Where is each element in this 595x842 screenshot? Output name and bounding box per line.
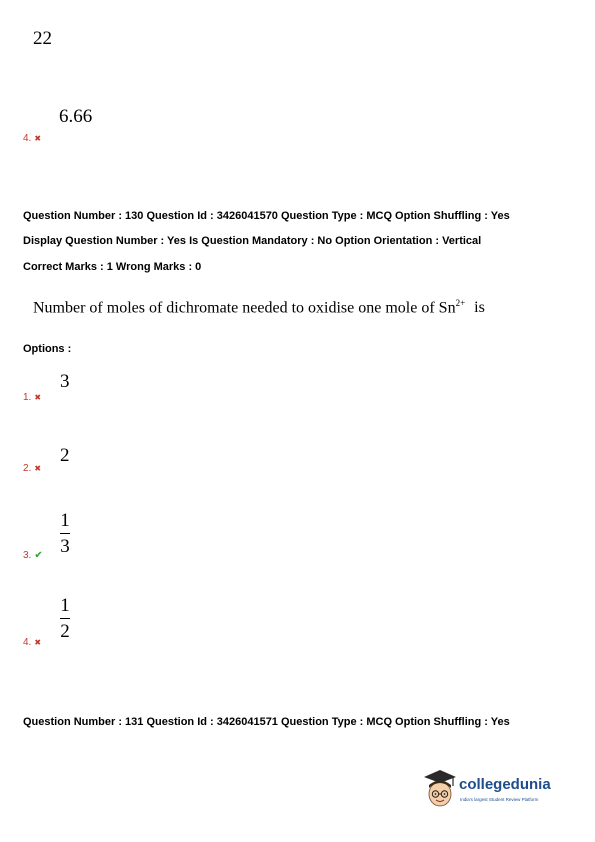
option-1-value: 3 <box>60 371 70 392</box>
option-number: 2. <box>23 463 32 474</box>
option-number: 4. <box>23 637 32 648</box>
question-text <box>33 298 485 317</box>
question-meta-line3: Correct Marks : 1 Wrong Marks : 0 <box>23 261 202 273</box>
collegedunia-logo <box>423 768 563 816</box>
option-2-value: 2 <box>60 445 70 466</box>
fraction-bar <box>60 533 70 534</box>
question-text-end: is <box>474 299 485 317</box>
question-text-main: Number of moles of dichromate needed to oxidise one mole of Sn <box>33 299 456 317</box>
option-4[interactable] <box>23 637 41 648</box>
previous-option4 <box>23 133 41 144</box>
option-3[interactable] <box>23 550 43 561</box>
check-icon: ✔ <box>34 550 43 561</box>
fraction-denominator: 3 <box>60 536 70 557</box>
fraction-bar <box>60 618 70 619</box>
brand-tagline: India's largest Student Review Platform <box>460 797 539 802</box>
option-4-fraction <box>60 596 70 641</box>
next-question-meta-line1: Question Number : 131 Question Id : 3426041571 Question Type : MCQ Option Shuffling : Yes <box>23 716 510 728</box>
option-number: 3. <box>23 550 32 561</box>
cross-icon: ✖ <box>34 134 42 143</box>
question-meta-line1: Question Number : 130 Question Id : 3426041570 Question Type : MCQ Option Shuffling : Yes <box>23 210 510 222</box>
option-2[interactable] <box>23 463 41 474</box>
cross-icon: ✖ <box>34 393 42 402</box>
previous-value-22: 22 <box>33 28 52 49</box>
cross-icon: ✖ <box>34 464 42 473</box>
brand-name: collegedunia <box>459 776 551 793</box>
options-label: Options : <box>23 343 72 355</box>
previous-option4-value: 6.66 <box>59 106 93 127</box>
option-1[interactable] <box>23 392 41 403</box>
cross-icon: ✖ <box>34 638 42 647</box>
option-number: 1. <box>23 392 32 403</box>
option-number: 4. <box>23 133 32 144</box>
option-3-fraction <box>60 511 70 556</box>
question-meta-line2: Display Question Number : Yes Is Question Mandatory : No Option Orientation : Vertical <box>23 235 482 247</box>
fraction-numerator: 1 <box>60 510 70 531</box>
fraction-numerator: 1 <box>60 595 70 616</box>
fraction-denominator: 2 <box>60 621 70 642</box>
question-text-sup: 2+ <box>455 298 466 308</box>
student-mascot-icon <box>423 768 457 812</box>
